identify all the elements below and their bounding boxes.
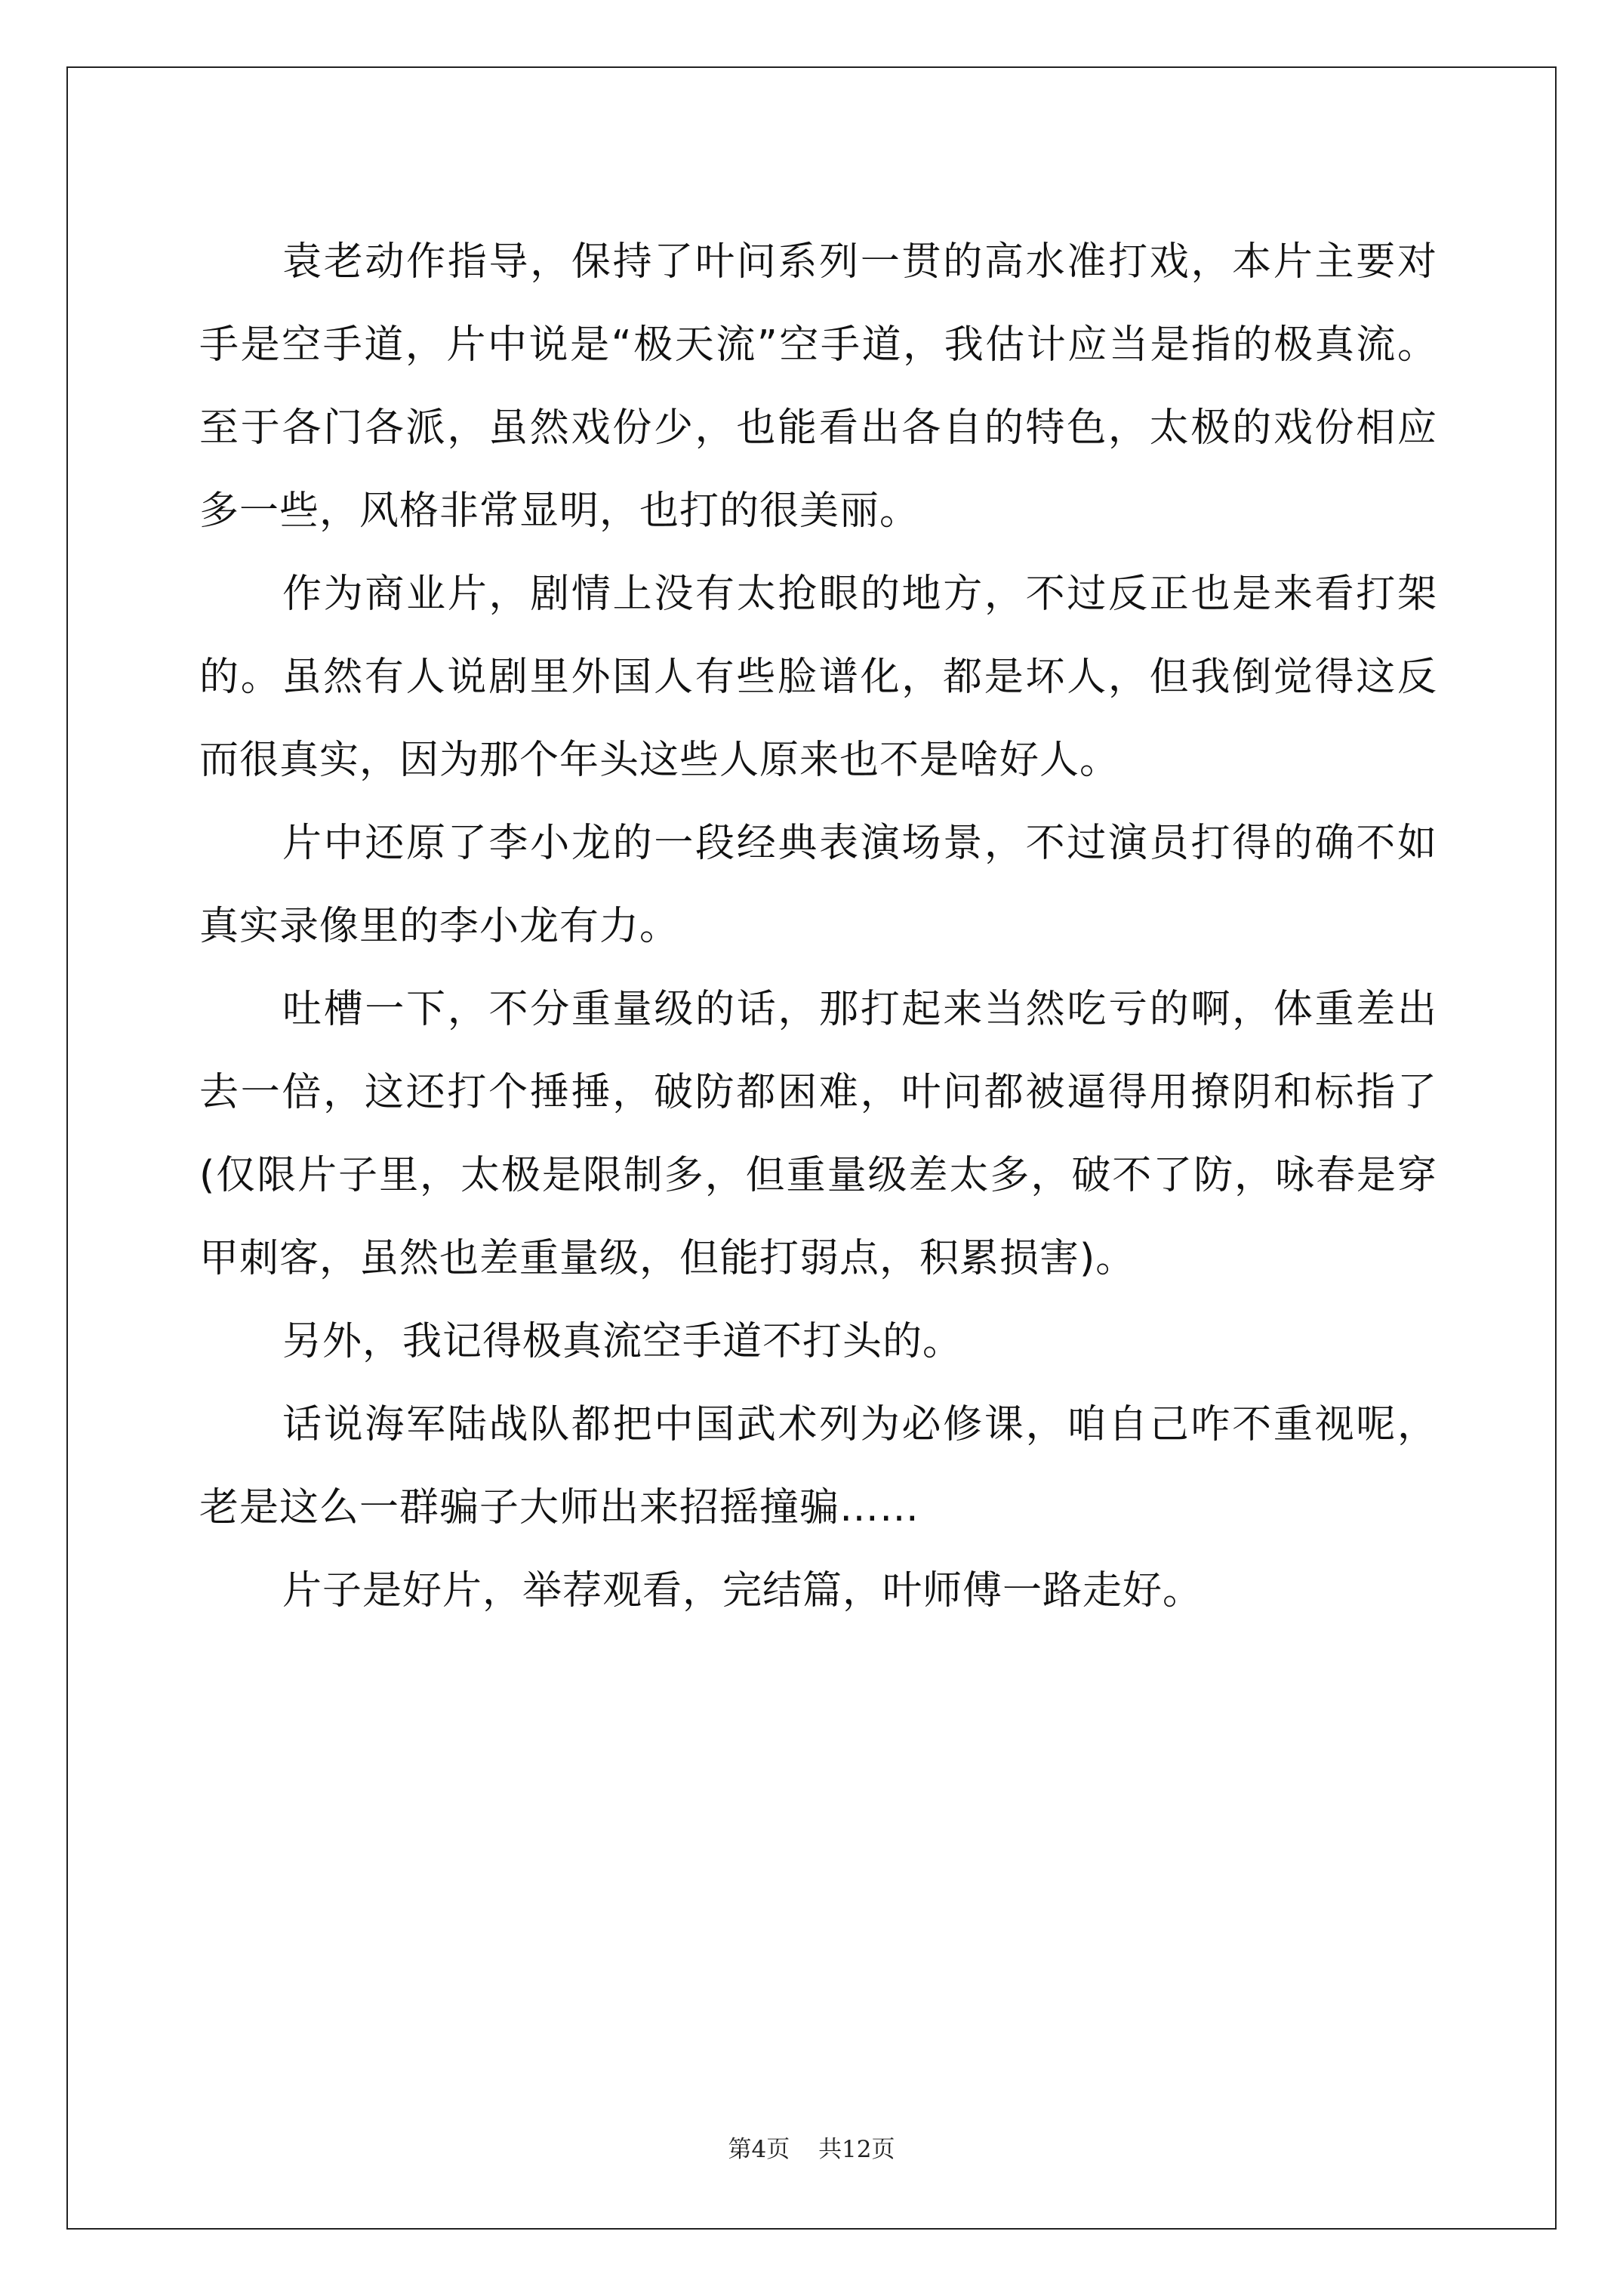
document-body — [199, 220, 1437, 1632]
paragraph: 片中还原了李小龙的一段经典表演场景，不过演员打得的确不如真实录像里的李小龙有力。 — [199, 821, 1437, 949]
paragraph: 片子是好片，举荐观看，完结篇，叶师傅一路走好。 — [282, 1568, 1203, 1613]
paragraph: 话说海军陆战队都把中国武术列为必修课，咱自己咋不重视呢，老是这么一群骗子大师出来招摇撞骗…… — [199, 1402, 1437, 1530]
paragraph: 袁老动作指导，保持了叶问系列一贯的高水准打戏，本片主要对手是空手道，片中说是“极天流”空手道，我估计应当是指的极真流。至于各门各派，虽然戏份少，也能看出各自的特色，太极的戏份相应多一些，风格非常显明，也打的很美丽。 — [199, 239, 1437, 534]
page-total: 共12页 — [818, 2136, 895, 2163]
page-footer — [0, 2130, 1623, 2164]
paragraph: 另外，我记得极真流空手道不打头的。 — [282, 1319, 963, 1364]
paragraph: 吐槽一下，不分重量级的话，那打起来当然吃亏的啊，体重差出去一倍，这还打个捶捶，破防都困难，叶问都被逼得用撩阴和标指了(仅限片子里，太极是限制多，但重量级差太多，破不了防，咏春是穿甲刺客，虽然也差重量级，但能打弱点，积累损害)。 — [199, 987, 1437, 1281]
page-number: 第4页 — [728, 2136, 790, 2163]
paragraph: 作为商业片，剧情上没有太抢眼的地方，不过反正也是来看打架的。虽然有人说剧里外国人有些脸谱化，都是坏人，但我倒觉得这反而很真实，因为那个年头这些人原来也不是啥好人。 — [199, 572, 1437, 783]
